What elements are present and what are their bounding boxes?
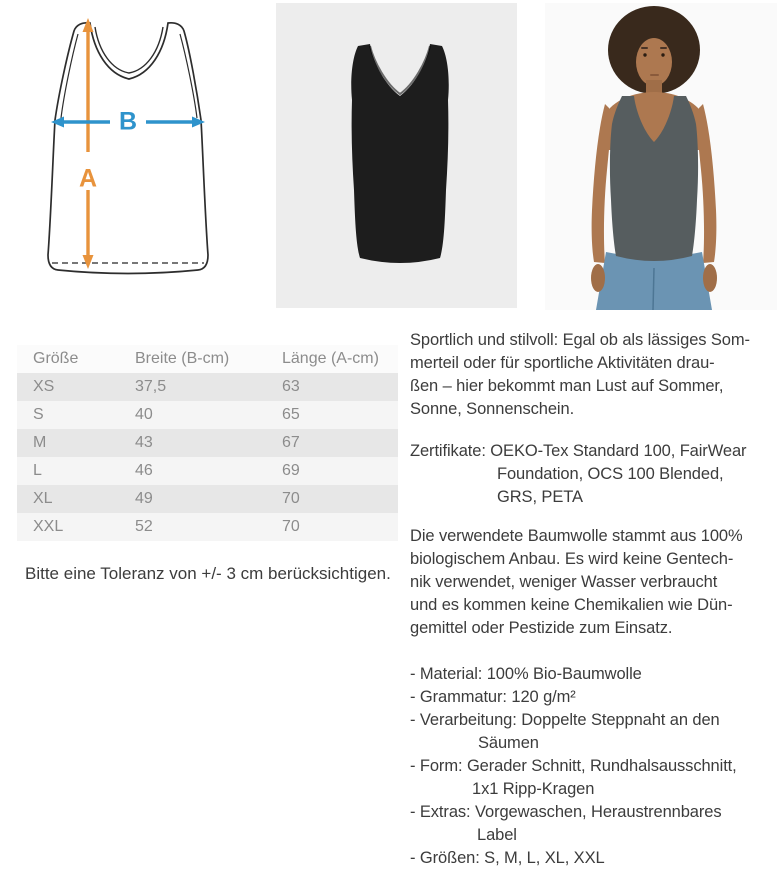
intro-line: Sportlich und stilvoll: Egal ob als lässiges Som- [410,331,750,349]
length-label-a: A [78,164,98,193]
size-chart-header-row [17,345,398,373]
tolerance-note: Bitte eine Toleranz von +/- 3 cm berücksichtigen. [25,564,391,583]
model-jeans-seam [653,268,654,310]
certificates-paragraph [410,440,777,509]
length-cell: 70 [282,518,300,535]
table-row-xxl [17,513,398,541]
table-row-xl [17,485,398,513]
detail-line-grammatur: - Grammatur: 120 g/m² [410,688,576,706]
intro-line: Sonne, Sonnenschein. [410,400,575,418]
size-cell: XS [33,378,55,395]
table-row-s [17,401,398,429]
model-eye-right [661,53,664,56]
detail-line-material: - Material: 100% Bio-Baumwolle [410,665,642,683]
detail-line-groessen: - Größen: S, M, L, XL, XXL [410,849,605,867]
model-photo-figure [545,3,777,310]
product-details-list [410,663,777,870]
model-wearing-tank-image [545,3,777,310]
table-row-m [17,429,398,457]
cotton-paragraph [410,525,777,640]
size-cell: XL [33,490,53,507]
width-cell: 46 [135,462,153,479]
cotton-line: nik verwendet, weniger Wasser verbraucht [410,573,718,591]
size-cell: M [33,434,47,451]
model-face [636,38,672,86]
model-eyebrow-right [660,47,667,49]
detail-line-extras: - Extras: Vorgewaschen, Heraustrennbares [410,803,722,821]
length-cell: 70 [282,490,300,507]
width-cell: 43 [135,434,153,451]
length-cell: 65 [282,406,300,423]
model-hand-right [703,264,717,292]
table-row-xs [17,373,398,401]
certificates-line: Zertifikate: OEKO-Tex Standard 100, FairWear [410,442,747,460]
width-cell: 40 [135,406,153,423]
size-cell: L [33,462,42,479]
width-cell: 52 [135,518,153,535]
detail-line-verarbeitung-cont: Säumen [478,734,539,752]
cotton-line: biologischem Anbau. Es wird keine Gentech- [410,550,734,568]
width-cell: 49 [135,490,153,507]
size-cell: XXL [33,518,64,535]
product-description [410,329,777,870]
description-intro-paragraph [410,329,777,421]
certificates-line: GRS, PETA [497,488,583,506]
intro-line: ßen – hier bekommt man Lust auf Sommer, [410,377,724,395]
product-photo-figure [276,3,517,308]
size-diagram-figure [40,10,218,288]
detail-line-form: - Form: Gerader Schnitt, Rundhalsausschnitt, [410,757,737,775]
black-tank-top-image [276,3,517,308]
model-eye-left [643,53,646,56]
size-diagram-image [40,10,218,288]
size-cell: S [33,406,44,423]
column-header-length: Länge (A-cm) [282,350,379,367]
table-row-l [17,457,398,485]
certificates-line: Foundation, OCS 100 Blended, [497,465,724,483]
cotton-line: Die verwendete Baumwolle stammt aus 100% [410,527,743,545]
intro-line: merteil oder für sportliche Aktivitäten drau- [410,354,715,372]
width-cell: 37,5 [135,378,167,395]
size-chart-table [17,345,398,541]
width-label-b: B [118,107,138,136]
detail-line-form-cont: 1x1 Ripp-Kragen [472,780,595,798]
cotton-line: und es kommen keine Chemikalien wie Dün- [410,596,733,614]
model-mouth [650,74,659,76]
length-cell: 67 [282,434,300,451]
detail-line-verarbeitung: - Verarbeitung: Doppelte Steppnaht an den [410,711,720,729]
length-cell: 69 [282,462,300,479]
model-eyebrow-left [641,47,648,49]
detail-line-extras-cont: Label [477,826,517,844]
length-cell: 63 [282,378,300,395]
column-header-width: Breite (B-cm) [135,350,230,367]
column-header-size: Größe [33,350,79,367]
model-hand-left [591,264,605,292]
cotton-line: gemittel oder Pestizide zum Einsatz. [410,619,673,637]
